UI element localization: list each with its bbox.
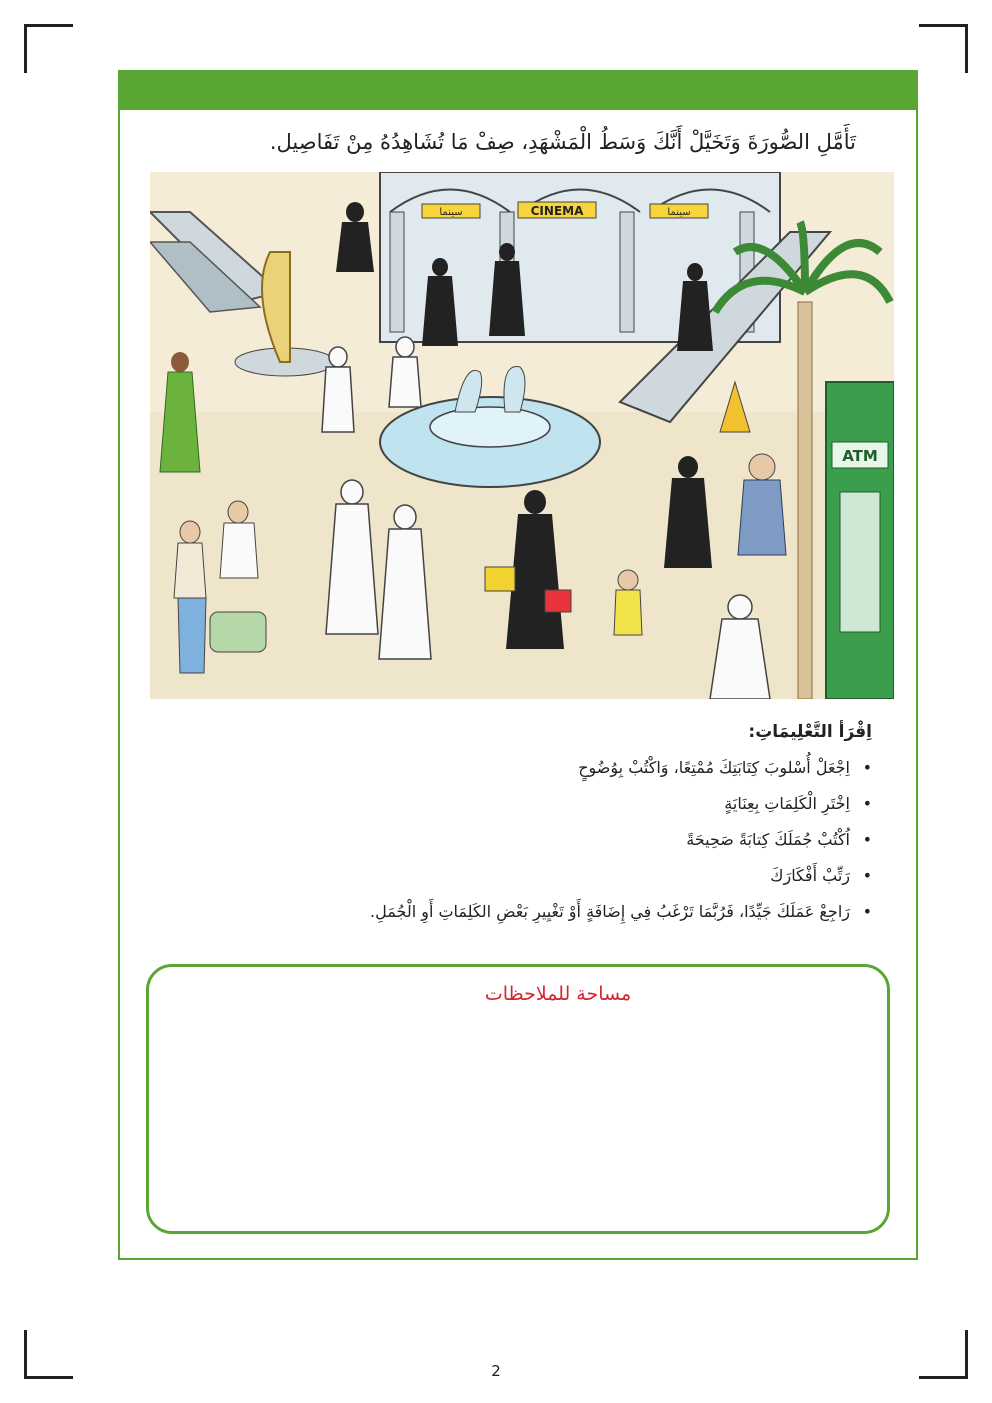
mall-scene-illustration — [150, 172, 894, 699]
instruction-text: اِجْعَلْ أُسْلوبَ كِتَابَتِكَ مُمْتِعًا، وَاكْتُبْ بِوُضُوحٍ — [578, 758, 850, 777]
instruction-text: رَاجِعْ عَمَلَكَ جَيِّدًا، فَرُبَّمَا تَرْغَبُ فِي إِضَافَةٍ أَوْ تَغْيِيرِ بَعْضِ الكَلِمَاتِ أَوِ الْجُمَلِ. — [370, 902, 850, 921]
scene-drawing — [150, 172, 894, 699]
worksheet-card — [118, 70, 918, 1260]
instructions-section — [160, 718, 872, 930]
cinema-sign-ar-left: سينما — [439, 207, 463, 218]
instructions-list — [160, 750, 872, 930]
instruction-text: اُكْتُبْ جُمَلَكَ كِتابَةً صَحِيحَةً — [686, 830, 850, 849]
instruction-item — [160, 858, 872, 894]
cinema-sign-ar-right: سينما — [667, 207, 691, 218]
page-number: 2 — [491, 1362, 501, 1380]
instruction-item — [160, 822, 872, 858]
notes-title: مساحة للملاحظات — [484, 983, 632, 1005]
crop-mark-top-right — [919, 24, 968, 73]
atm-sign-text: ATM — [842, 447, 878, 465]
bullet-icon: • — [862, 866, 872, 885]
instruction-text: رَتِّبْ أَفْكَارَكَ — [770, 866, 850, 885]
task-prompt: تَأَمَّلِ الصُّورَةَ وَتَخَيَّلْ أَنَّكَ وَسَطُ الْمَشْهَدِ، صِفْ مَا تُشَاهِدُهُ مِنْ تَفَاصِيل. — [269, 130, 856, 154]
instruction-text: اِخْتَرِ الْكَلِمَاتِ بِعِنَايَةٍ — [724, 794, 850, 813]
green-header-bar — [120, 72, 916, 110]
bullet-icon: • — [862, 902, 872, 921]
bullet-icon: • — [862, 794, 872, 813]
bullet-icon: • — [862, 758, 872, 777]
bullet-icon: • — [862, 830, 872, 849]
cinema-sign-text: CINEMA — [530, 204, 584, 218]
instruction-item — [160, 786, 872, 822]
instruction-item — [160, 750, 872, 786]
crop-mark-top-left — [24, 24, 73, 73]
instructions-title: اِقْرَأ التَّعْلِيمَاتِ: — [748, 722, 872, 742]
instruction-item — [160, 894, 872, 930]
notes-box[interactable] — [146, 964, 890, 1234]
